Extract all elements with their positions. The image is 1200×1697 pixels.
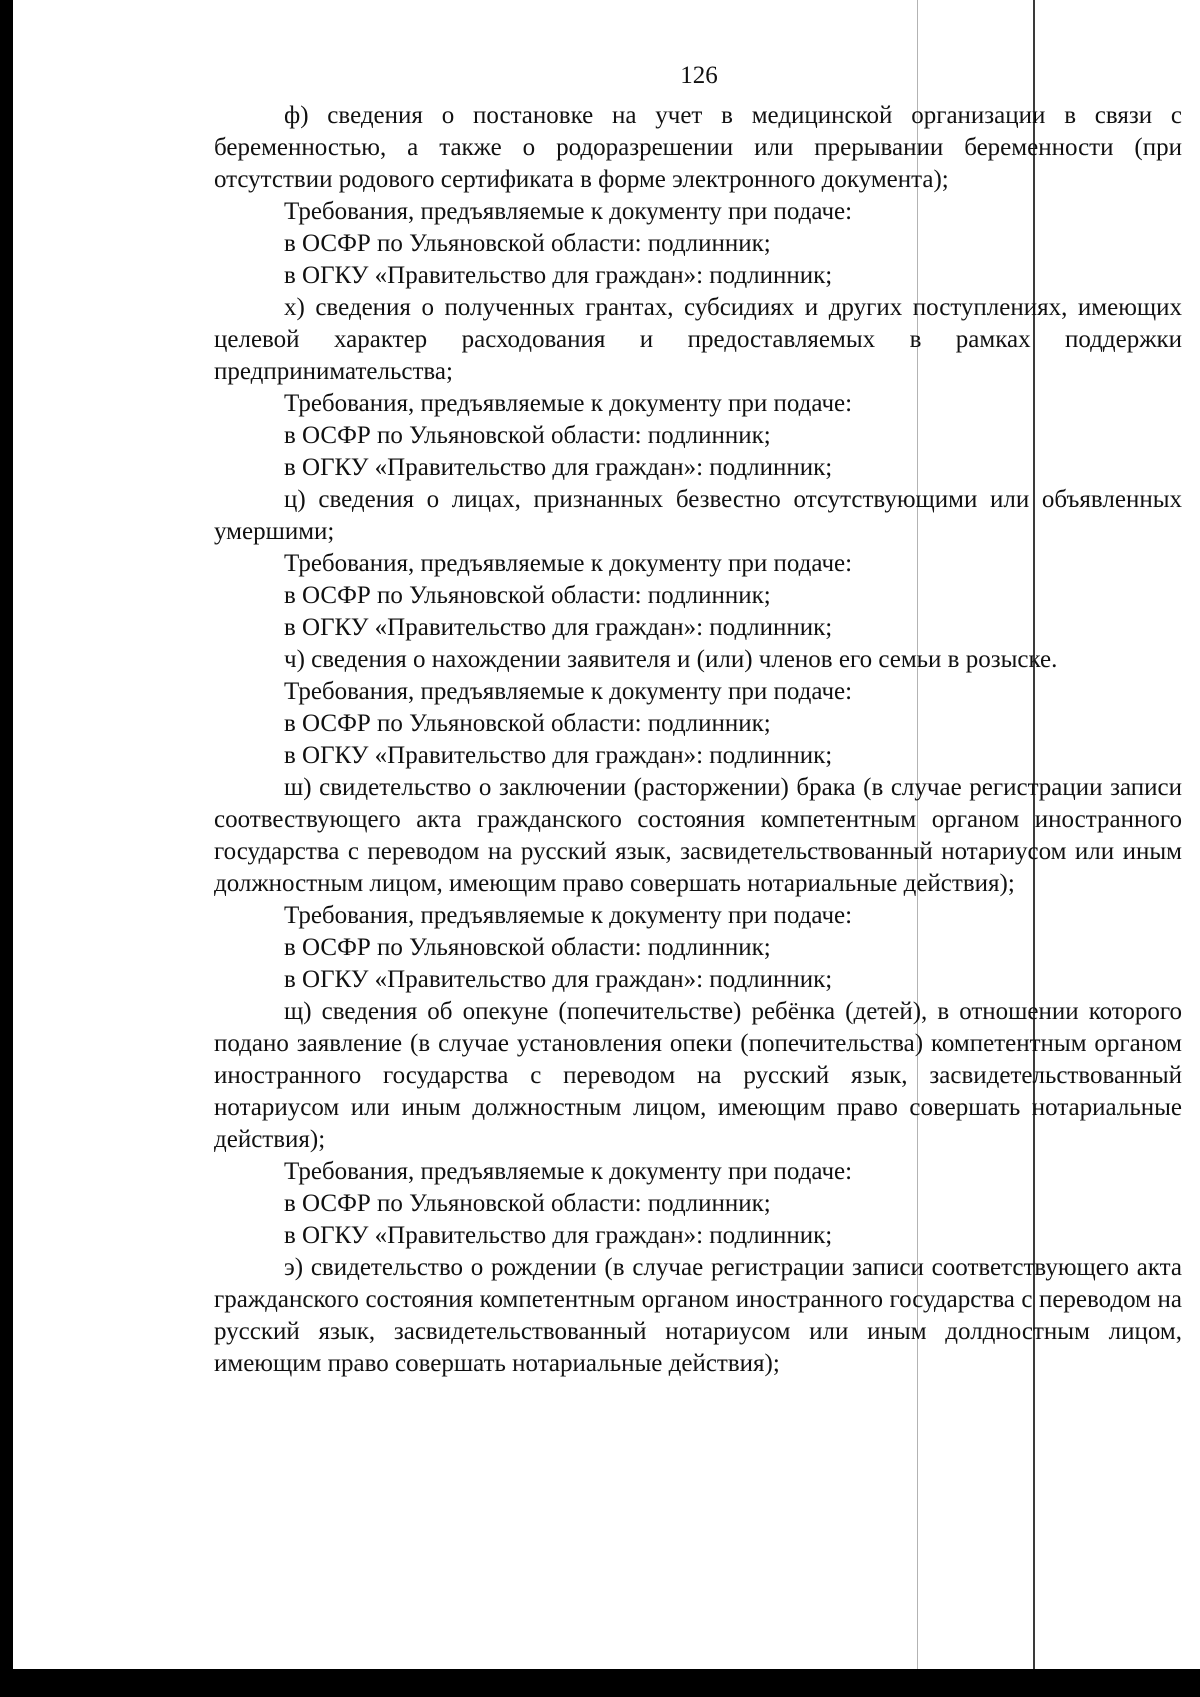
requirement-line: в ОСФР по Ульяновской области: подлинник;	[284, 422, 771, 449]
requirement-line: Требования, предъявляемые к документу при подаче:	[284, 198, 853, 225]
scan-border-left	[0, 0, 13, 1697]
requirement-line: в ОСФР по Ульяновской области: подлинник;	[284, 710, 771, 737]
list-item-paragraph: ш) свидетельство о заключении (расторжении) брака (в случае регистрации записи соотвествующего акта гражданского состояния компетентным органом иностранного государства с переводом на русский язык, засвидетельствованный нотариусом или иным должностным лицом, имеющим право совершать нотариальные действия);	[214, 774, 1182, 897]
requirement-line: в ОГКУ «Правительство для граждан»: подлинник;	[284, 1222, 833, 1249]
requirement-line: в ОСФР по Ульяновской области: подлинник;	[284, 1190, 771, 1217]
list-item-paragraph: ц) сведения о лицах, признанных безвестно отсутствующими или объявленных умершими;	[214, 486, 1182, 545]
requirement-line: Требования, предъявляемые к документу при подаче:	[284, 550, 853, 577]
scan-border-bottom	[0, 1669, 1200, 1697]
requirement-line: Требования, предъявляемые к документу при подаче:	[284, 1158, 853, 1185]
list-item-paragraph: щ) сведения об опекуне (попечительстве) ребёнка (детей), в отношении которого подано заявление (в случае установления опеки (попечительства) компетентным органом иностранного государства с переводом на русский язык, засвидетельствованный нотариусом или иным должностным лицом, имеющим право совершать нотариальные действия);	[214, 998, 1182, 1153]
document-page	[214, 60, 1182, 1380]
requirement-line: в ОГКУ «Правительство для граждан»: подлинник;	[284, 742, 833, 769]
requirement-line: Требования, предъявляемые к документу при подаче:	[284, 678, 853, 705]
requirement-line: в ОСФР по Ульяновской области: подлинник;	[284, 230, 771, 257]
list-item-paragraph: э) свидетельство о рождении (в случае регистрации записи соответствующего акта гражданского состояния компетентным органом иностранного государства с переводом на русский язык, засвидетельствованный нотариусом или иным долдностным лицом, имеющим право совершать нотариальные действия);	[214, 1254, 1182, 1377]
list-item-paragraph: х) сведения о полученных грантах, субсидиях и других поступлениях, имеющих целевой характер расходования и предоставляемых в рамках поддержки предпринимательства;	[214, 294, 1182, 385]
requirement-line: в ОГКУ «Правительство для граждан»: подлинник;	[284, 262, 833, 289]
list-item-paragraph: ф) сведения о постановке на учет в медицинской организации в связи с беременностью, а также о родоразрешении или прерывании беременности (при отсутствии родового сертификата в форме электронного документа);	[214, 102, 1182, 193]
requirement-line: в ОГКУ «Правительство для граждан»: подлинник;	[284, 614, 833, 641]
requirement-line: Требования, предъявляемые к документу при подаче:	[284, 390, 853, 417]
requirement-line: в ОГКУ «Правительство для граждан»: подлинник;	[284, 966, 833, 993]
requirement-line: в ОГКУ «Правительство для граждан»: подлинник;	[284, 454, 833, 481]
requirement-line: в ОСФР по Ульяновской области: подлинник;	[284, 582, 771, 609]
requirement-line: Требования, предъявляемые к документу при подаче:	[284, 902, 853, 929]
list-item-paragraph: ч) сведения о нахождении заявителя и (или) членов его семьи в розыске.	[284, 646, 1058, 673]
page-number: 126	[680, 62, 718, 89]
document-body	[214, 100, 1182, 1380]
requirement-line: в ОСФР по Ульяновской области: подлинник;	[284, 934, 771, 961]
